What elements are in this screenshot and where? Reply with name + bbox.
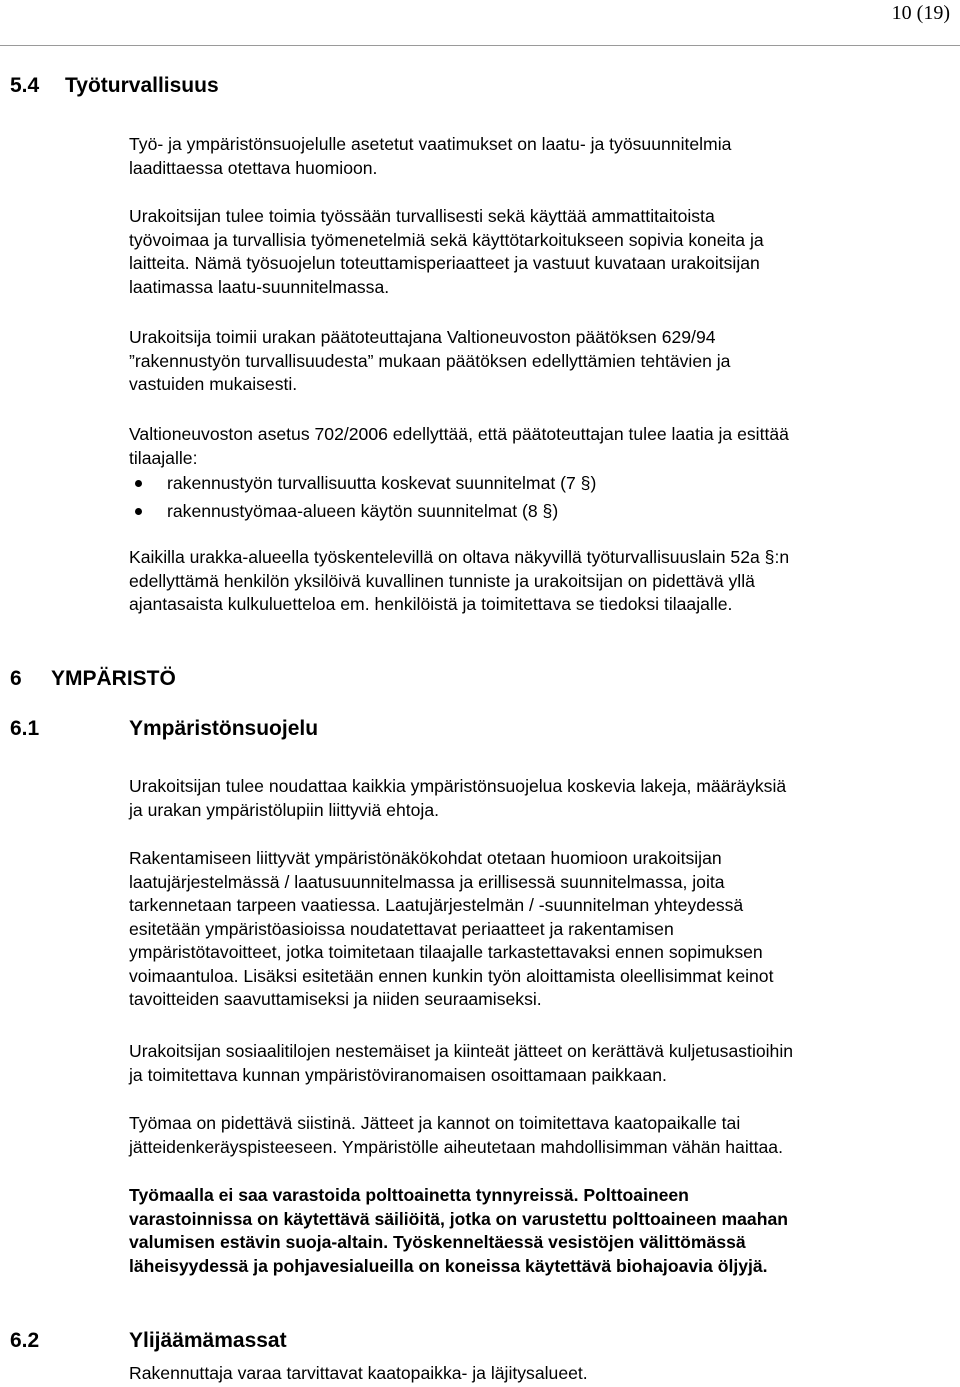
section-5-4-title: Työturvallisuus [65,74,219,97]
page-number: 10 (19) [891,2,950,24]
section-6-2-paragraph-1: Rakennuttaja varaa tarvittavat kaatopaikka- ja läjitysalueet. [129,1363,588,1383]
list-item-text: rakennustyömaa-alueen käytön suunnitelmat (8 §) [167,501,559,521]
section-6-heading [10,666,176,692]
bullet-icon [135,480,142,487]
section-5-4-paragraph-4: Valtioneuvoston asetus 702/2006 edellyttää, että päätoteuttajan tulee laatia ja esittää tilaajalle: [129,424,789,468]
section-6-title: YMPÄRISTÖ [51,667,176,690]
section-5-4-paragraph-3: Urakoitsija toimii urakan päätoteuttajana Valtioneuvoston päätöksen 629/94 ”rakennustyön turvallisuudesta” mukaan päätöksen edellyttämien tehtävien ja vastuiden mukaisesti. [129,327,731,394]
section-5-4-paragraph-5: Kaikilla urakka-alueella työskentelevillä on oltava näkyvillä työturvallisuuslain 52a §:n edellyttämä henkilön yksilöivä kuvallinen tunniste ja urakoitsijan on pidettävä yllä ajantasaista kulkuluetteloa em. henkilöistä ja toimitettava se tiedoksi tilaajalle. [129,547,790,614]
requirements-list [129,469,929,525]
section-5-4-number: 5.4 [10,74,40,97]
section-5-4-paragraph-2: Urakoitsijan tulee toimia työssään turvallisesti sekä käyttää ammattitaitoista työvoimaa ja turvallisia työmenetelmiä sekä käyttötarkoitukseen sopivia koneita ja laitteita. Nämä työsuojelun toteuttamisperiaatteet ja vastuut kuvataan urakoitsijan laatimassa laatu-suunnitelmassa. [129,206,764,297]
list-item [129,469,929,497]
list-item [129,497,929,525]
section-6-1-paragraph-4: Työmaa on pidettävä siistinä. Jätteet ja kannot on toimitettava kaatopaikalle tai jätteidenkeräyspisteeseen. Ympäristölle aiheutetaan mahdollisimman vähän haittaa. [129,1113,783,1157]
section-6-1-paragraph-3: Urakoitsijan sosiaalitilojen nestemäiset ja kiinteät jätteet on kerättävä kuljetusastioihin ja toimitettava kunnan ympäristöviranomaisen osoittamaan paikkaan. [129,1041,794,1085]
section-5-4-heading [10,73,219,99]
section-6-2-title: Ylijäämämassat [129,1329,287,1352]
header-divider [0,45,960,46]
section-6-1-title: Ympäristönsuojelu [129,717,319,740]
bullet-icon [135,508,142,515]
section-6-1-number: 6.1 [10,717,40,740]
section-6-1-fuel-storage-notice: Työmaalla ei saa varastoida polttoainetta tynnyreissä. Polttoaineen varastoinnissa on käytettävä säiliöitä, jotka on varustettu polttoaineen maahan valumisen estävin suoja-altain. Työskenneltäessä vesistöjen välittömässä läheisyydessä ja pohjavesialueilla on koneissa käytettävä biohajoavia öljyjä. [129,1185,788,1276]
list-item-text: rakennustyön turvallisuutta koskevat suunnitelmat (7 §) [167,473,597,493]
section-6-number: 6 [10,667,22,690]
section-6-2-number: 6.2 [10,1329,40,1352]
section-5-4-paragraph-1: Työ- ja ympäristönsuojelulle asetetut vaatimukset on laatu- ja työsuunnitelmia laadittaessa otettava huomioon. [129,134,732,178]
section-6-1-heading [10,716,318,742]
section-6-2-heading [10,1328,287,1354]
section-6-1-paragraph-2: Rakentamiseen liittyvät ympäristönäkökohdat otetaan huomioon urakoitsijan laatujärjestelmässä / laatusuunnitelmassa ja erillisessä suunnitelmassa, joita tarkennetaan tarpeen vaatiessa. Laatujärjestelmän / -suunnitelman yhteydessä esitetään ympäristöasioissa noudatettavat periaatteet ja rakentamisen ympäristötavoitteet, jotka toimitetaan tilaajalle tarkastettavaksi ennen sopimuksen voimaantuloa. Lisäksi esitetään ennen kunkin työn aloittamista oleellisimmat keinot tavoitteiden saavuttamiseksi ja niiden seuraamiseksi. [129,848,774,1009]
section-6-1-paragraph-1: Urakoitsijan tulee noudattaa kaikkia ympäristönsuojelua koskevia lakeja, määräyksiä ja urakan ympäristölupiin liittyviä ehtoja. [129,776,787,820]
